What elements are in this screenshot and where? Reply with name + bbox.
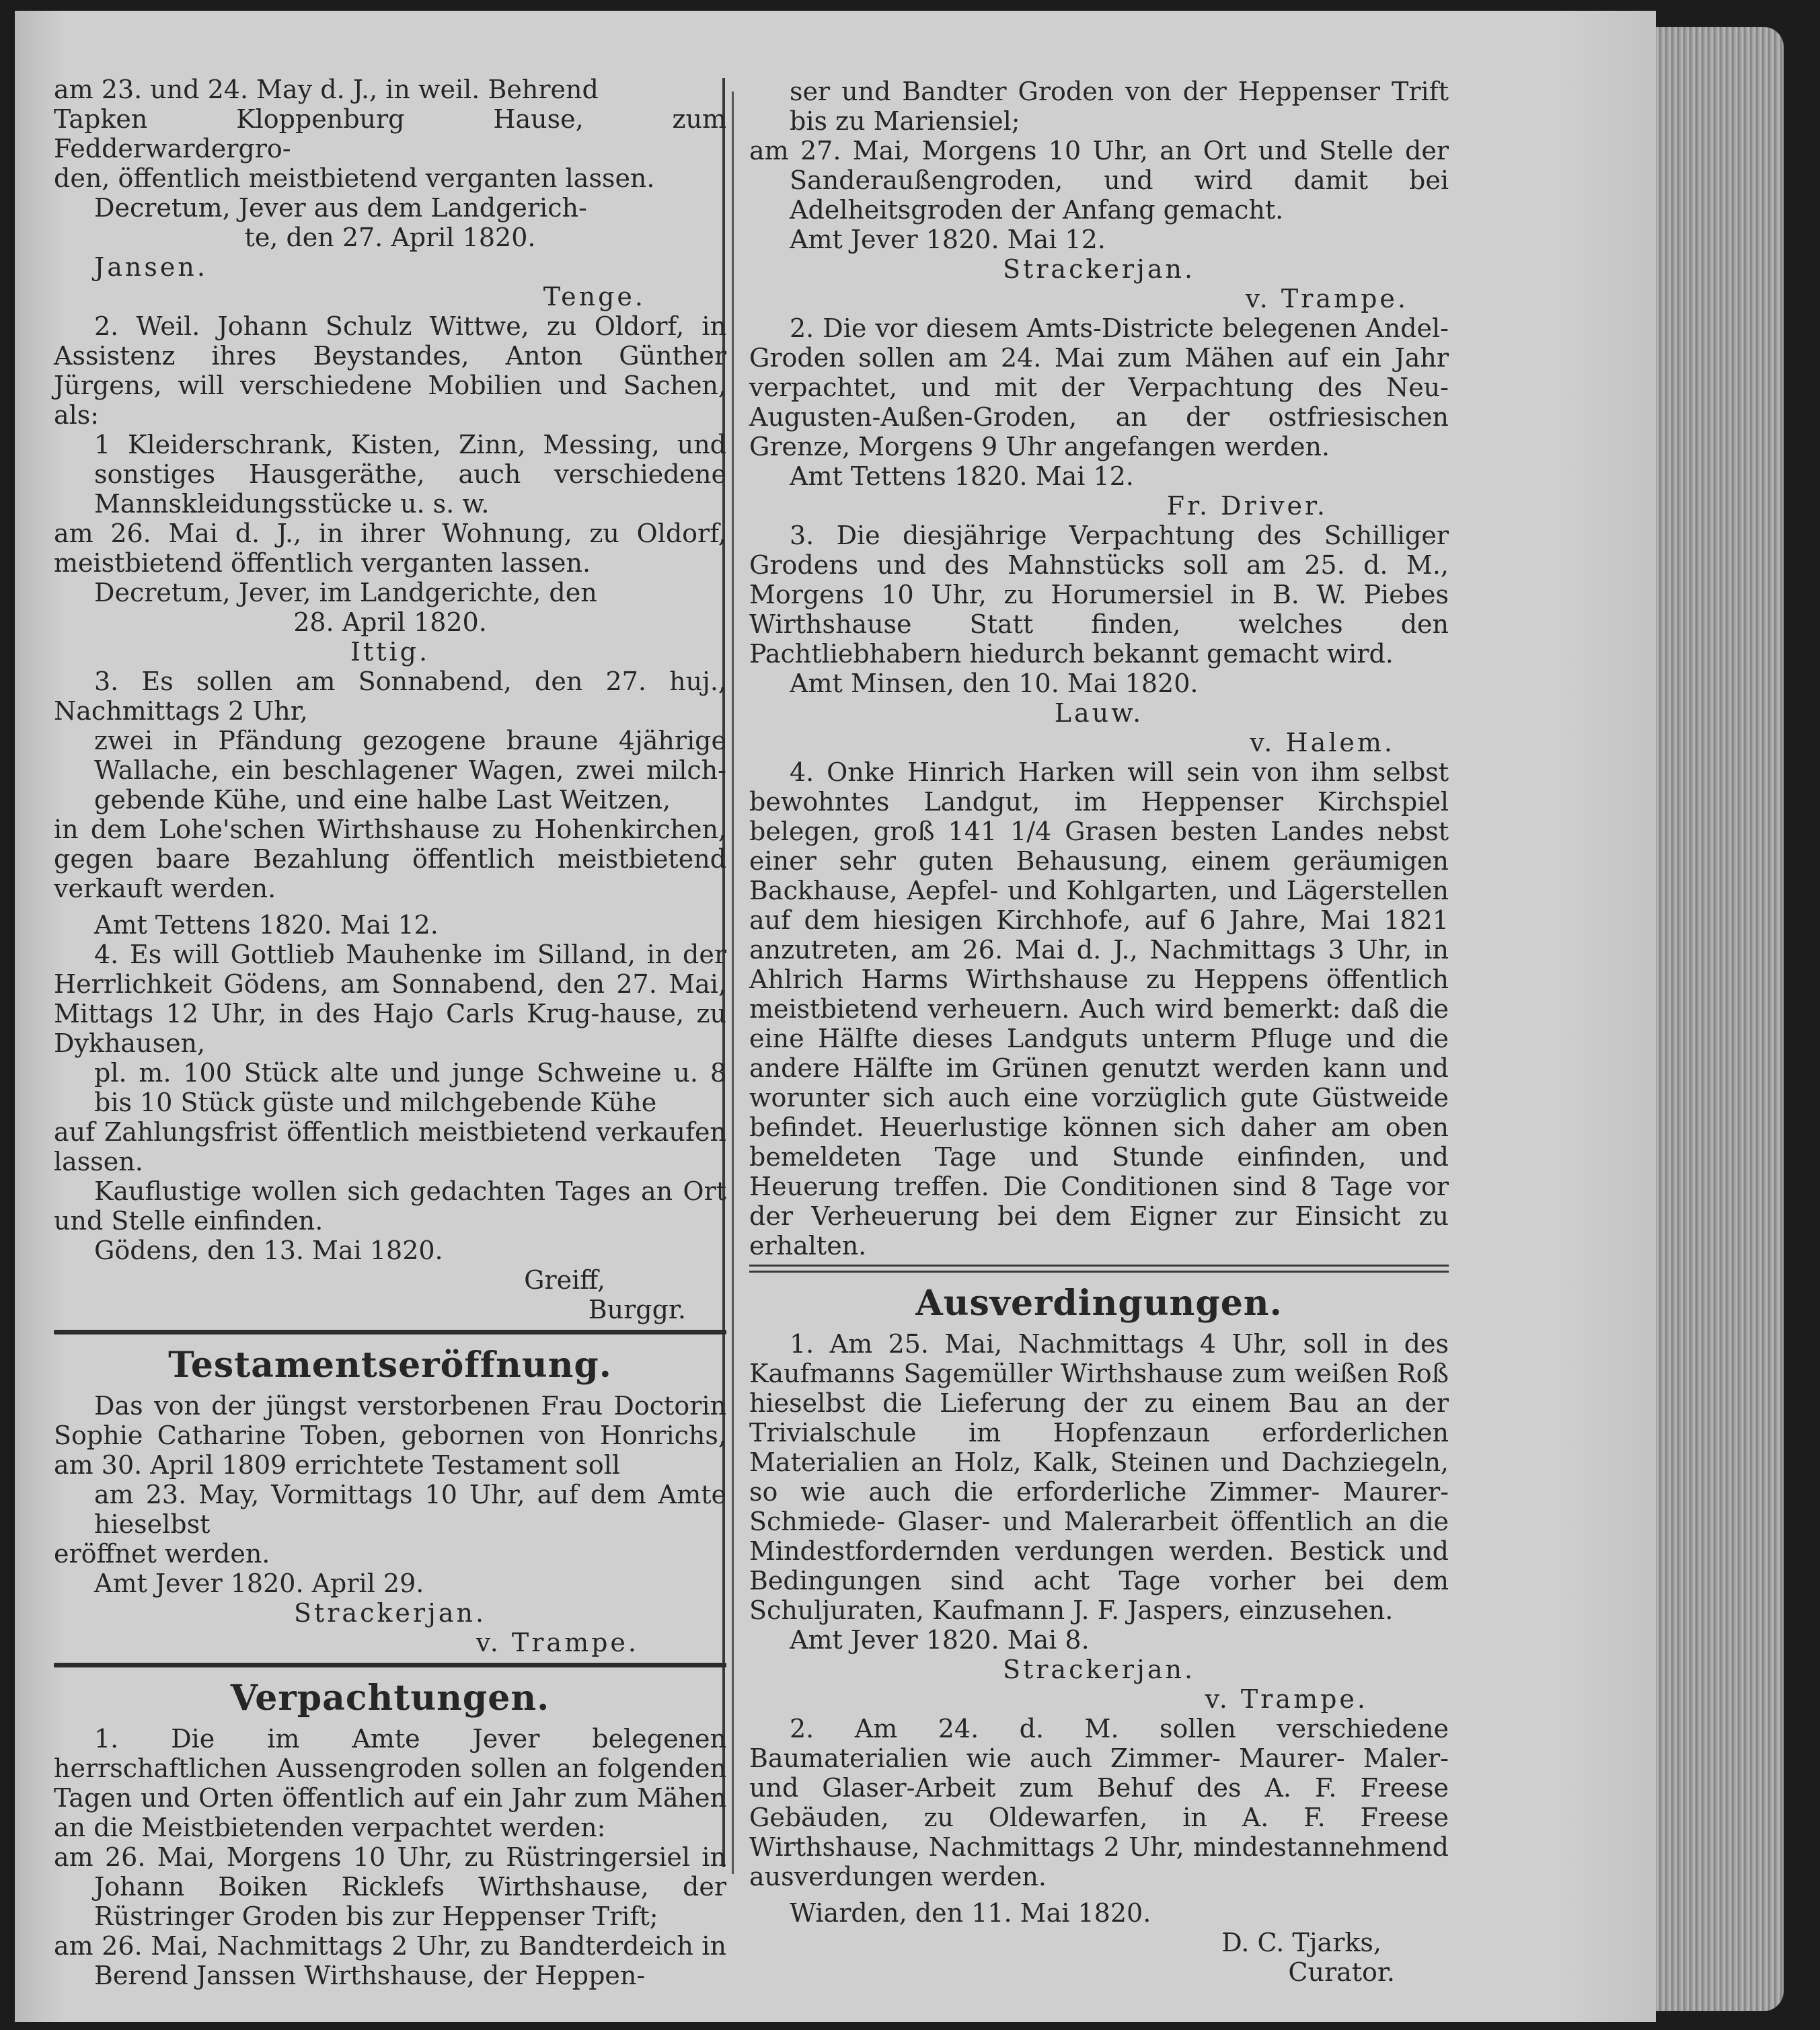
decretum-date: te, den 27. April 1820. [244, 223, 536, 252]
notice-text: 3. Die diesjährige Verpachtung des Schilliger Grodens und des Mahnstücks soll am 25. d. M., Morgens 10 Uhr, zu Horumersiel in B. W. Piebes Wirthshause Statt finden, welches den Pachtliebhabern hiedurch bekannt gemacht wird. [749, 521, 1449, 669]
newspaper-page [15, 11, 1656, 2022]
book-page-edges [1656, 27, 1784, 2011]
decretum-line: Decretum, Jever, im Landgerichte, den [94, 578, 597, 607]
signature: Strackerjan. [1002, 254, 1196, 284]
decretum-line: Decretum, Jever aus dem Landgerich- [94, 193, 587, 223]
signature: D. C. Tjarks, [1221, 1928, 1381, 1957]
signature: v. Trampe. [1245, 284, 1408, 313]
notice-text: 2. Die vor diesem Amts-Districte belegenen Andel-Groden sollen am 24. Mai zum Mähen auf ein Jahr verpachtet, und mit der Verpachtung des Neu-Augusten-Außen-Groden, an der ostfriesischen Grenze, Morgens 9 Uhr angefangen werden. [749, 313, 1449, 461]
section-heading: Testamentseröffnung. [168, 1345, 612, 1386]
signature: Burggr. [588, 1295, 686, 1324]
notice-date: Amt Jever 1820. April 29. [94, 1569, 424, 1598]
notice-intro: 1. Die im Amte Jever belegenen herrschaftlichen Aussengroden sollen an folgenden Tagen und Orten öffentlich auf ein Jahr zum Mähen an die Meistbietenden verpachtet werden: [54, 1724, 726, 1842]
signature: Ittig. [350, 637, 430, 667]
text-line: am 23. und 24. May d. J., in weil. Behrend [54, 75, 599, 104]
notice-items: zwei in Pfändung gezogene braune 4jährige Wallache, ein beschlagener Wagen, zwei milch-gebende Kühe, und eine halbe Last Weitzen, [94, 726, 726, 815]
section-separator [749, 1265, 1449, 1267]
notice-date: Gödens, den 13. Mai 1820. [94, 1236, 443, 1265]
notice-date: Amt Jever 1820. Mai 12. [790, 225, 1106, 254]
notice-text: Das von der jüngst verstorbenen Frau Doctorin Sophie Catharine Toben, gebornen von Honrichs, am 30. April 1809 errichtete Testament soll [54, 1391, 726, 1480]
section-testament [54, 1344, 726, 1657]
section-heading: Ausverdingungen. [915, 1283, 1283, 1324]
notice-end: eröffnet werden. [54, 1539, 270, 1569]
notice-continued-auction [54, 75, 726, 311]
notice-items: 1 Kleiderschrank, Kisten, Zinn, Messing, und sonstiges Hausgeräthe, auch verschiedene Mannskleidungsstücke u. s. w. [94, 430, 726, 519]
notice-date: Amt Tettens 1820. Mai 12. [94, 910, 439, 940]
column-divider-inner [732, 91, 734, 1874]
lease-item: am 27. Mai, Morgens 10 Uhr, an Ort und Stelle der Sanderaußengroden, und wird damit bei Adelheitsgroden der Anfang gemacht. [749, 136, 1449, 225]
notice-intro: 2. Weil. Johann Schulz Wittwe, zu Oldorf, in Assistenz ihres Beystandes, Anton Günther Jürgens, will verschiedene Mobilien und Sachen, als: [54, 311, 726, 430]
notice-terms: am 26. Mai d. J., in ihrer Wohnung, zu Oldorf, meistbietend öffentlich verganten lassen. [54, 519, 726, 578]
signature: Jansen. [94, 252, 208, 282]
notice-andel-groden [749, 313, 1449, 521]
notice-schilliger-groden [749, 521, 1449, 757]
notice-date: Wiarden, den 11. Mai 1820. [790, 1898, 1151, 1928]
notice-intro: 3. Es sollen am Sonnabend, den 27. huj., Nachmittags 2 Uhr, [54, 667, 726, 726]
section-separator [54, 1663, 726, 1667]
signature: Lauw. [1054, 698, 1144, 728]
notice-date: Amt Minsen, den 10. Mai 1820. [790, 669, 1199, 698]
notice-terms: auf Zahlungsfrist öffentlich meistbietend verkaufen lassen. [54, 1117, 726, 1176]
notice-intro: 4. Es will Gottlieb Mauhenke im Silland, in der Herrlichkeit Gödens, am Sonnabend, den 27. Mai, Mittags 12 Uhr, in des Hajo Carls Krug-hause, zu Dykhausen, [54, 940, 726, 1058]
notice-schulz-auction [54, 311, 726, 667]
notice-text: 4. Onke Hinrich Harken will sein von ihm selbst bewohntes Landgut, im Heppenser Kirchspiel belegen, groß 141 1/4 Grasen besten Landes nebst einer sehr guten Behausung, einem geräumigen Backhause, Aepfel- und Kohlgarten, und Lägerstellen auf dem hiesigen Kirchhofe, auf 6 Jahre, Mai 1821 anzutreten, am 26. Mai d. J., Nachmittags 3 Uhr, in Ahlrich Harms Wirthshause zu Heppens öffentlich meistbietend verheuern. Auch wird bemerkt: daß die eine Hälfte dieses Landguts unterm Pfluge und die andere Hälfte im Grünen genutzt werden kann und worunter sich auch eine vorzüglich gute Güstweide befindet. Heuerlustige können sich daher am oben bemeldeten Tage und Stunde einfinden, und Heuerung treffen. Die Conditionen sind 8 Tage vor der Verheuerung bei dem Eigner zur Einsicht zu erhalten. [749, 757, 1449, 1261]
lease-item: ser und Bandter Groden von der Heppenser Trift bis zu Mariensiel; [790, 77, 1449, 136]
notice-date: Amt Jever 1820. Mai 8. [790, 1625, 1090, 1655]
notice-when: am 23. May, Vormittags 10 Uhr, auf dem Amte hieselbst [94, 1480, 726, 1539]
text-line: den, öffentlich meistbietend verganten lassen. [54, 163, 655, 193]
signature: v. Trampe. [1205, 1684, 1368, 1714]
lease-item: am 26. Mai, Morgens 10 Uhr, zu Rüstringersiel in Johann Boiken Ricklefs Wirthshause, der Rüstringer Groden bis zur Heppenser Trift; [54, 1842, 726, 1931]
signature: v. Halem. [1250, 728, 1395, 757]
section-separator [749, 1271, 1449, 1273]
section-verpachtungen [54, 1677, 726, 1990]
notice-terms: in dem Lohe'schen Wirthshause zu Hohenkirchen, gegen baare Bezahlung öffentlich meistbietend verkauft werden. [54, 815, 726, 903]
notice-harken-landgut [749, 757, 1449, 1261]
signature: Curator. [1288, 1957, 1395, 1987]
notice-note: Kauflustige wollen sich gedachten Tages an Ort und Stelle einfinden. [54, 1176, 726, 1236]
section-heading: Verpachtungen. [230, 1678, 550, 1719]
notice-date: Amt Tettens 1820. Mai 12. [790, 461, 1134, 491]
left-column [54, 75, 726, 1990]
notice-text: 1. Am 25. Mai, Nachmittags 4 Uhr, soll in des Kaufmanns Sagemüller Wirthshause zum weißen Roß hieselbst die Lieferung der zu einem Bau an der Trivialschule im Hopfenzaun erforderlichen Materialien an Holz, Kalk, Steinen und Dachziegeln, so wie auch die erforderliche Zimmer- Maurer- Schmiede- Glaser- und Malerarbeit öffentlich an die Mindestfordernden verdungen werden. Bestick und Bedingungen sind acht Tage vorher bei dem Schuljuraten, Kaufmann J. F. Jaspers, einzusehen. [749, 1329, 1449, 1625]
signature: Greiff, [524, 1265, 605, 1295]
notice-text: 2. Am 24. d. M. sollen verschiedene Baumaterialien wie auch Zimmer- Maurer- Maler- und Glaser-Arbeit zum Behuf des A. F. Freese Gebäuden, zu Oldewarfen, in A. F. Freese Wirthshause, Nachmittags 2 Uhr, mindestannehmend ausverdungen werden. [749, 1714, 1449, 1891]
text-line: Tapken Kloppenburg Hause, zum Fedderwardergro- [54, 104, 726, 163]
right-column [749, 77, 1449, 1987]
notice-mauhenke-sale [54, 940, 726, 1324]
signature: Strackerjan. [293, 1598, 487, 1628]
notice-items: pl. m. 100 Stück alte und junge Schweine u. 8 bis 10 Stück güste und milchgebende Kühe [94, 1058, 726, 1117]
decretum-date: 28. April 1820. [293, 607, 487, 637]
notice-verpachtung-continued [749, 77, 1449, 313]
signature: v. Trampe. [476, 1628, 639, 1657]
signature: Strackerjan. [1002, 1655, 1196, 1684]
section-separator [54, 1330, 726, 1334]
notice-pfaendung-sale [54, 667, 726, 940]
signature: Tenge. [543, 282, 646, 311]
lease-item: am 26. Mai, Nachmittags 2 Uhr, zu Bandterdeich in Berend Janssen Wirthshause, der Heppen- [54, 1931, 726, 1990]
section-ausverdingungen [749, 1282, 1449, 1987]
signature: Fr. Driver. [1166, 491, 1328, 521]
